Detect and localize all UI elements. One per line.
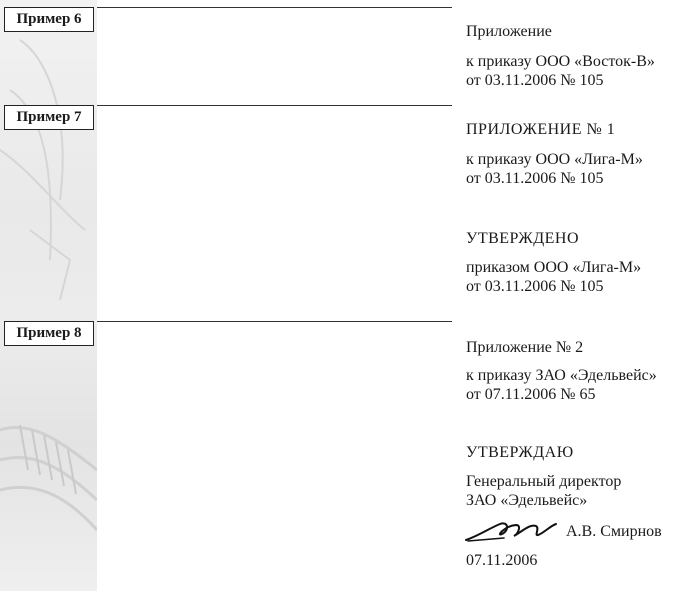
example-8-label: [4, 321, 94, 346]
example-6-label-text: Пример 6: [16, 11, 82, 27]
ex8-line-1: Приложение № 2: [466, 339, 584, 356]
ex7-line-4: УТВЕРЖДЕНО: [466, 230, 580, 247]
example-7-separator: [97, 105, 452, 106]
ex6-line-2: к приказу ООО «Восток-В»: [466, 53, 655, 70]
ex8-line-2: к приказу ЗАО «Эдельвейс»: [466, 367, 657, 384]
example-7-label-text: Пример 7: [16, 109, 82, 125]
example-7-label: [4, 105, 94, 130]
ex6-line-3: от 03.11.2006 № 105: [466, 72, 604, 89]
ex8-line-5: Генеральный директор: [466, 473, 622, 490]
ex8-line-4: УТВЕРЖДАЮ: [466, 444, 574, 461]
example-6-separator: [97, 7, 452, 8]
decorative-left-strip: [0, 0, 97, 591]
ex6-line-1: Приложение: [466, 23, 552, 40]
ex7-line-3: от 03.11.2006 № 105: [466, 170, 604, 187]
example-8-label-text: Пример 8: [16, 325, 82, 341]
ex7-line-2: к приказу ООО «Лига-М»: [466, 151, 643, 168]
decorative-background-art: [0, 0, 97, 591]
handwritten-signature-icon: [464, 516, 560, 544]
example-6-label: [4, 7, 94, 32]
ex8-date: 07.11.2006: [466, 552, 538, 569]
ex8-signer: А.В. Смирнов: [566, 523, 662, 540]
ex8-line-6: ЗАО «Эдельвейс»: [466, 492, 588, 509]
example-8-separator: [97, 321, 452, 322]
ex7-line-1: ПРИЛОЖЕНИЕ № 1: [466, 121, 616, 138]
ex8-line-3: от 07.11.2006 № 65: [466, 386, 596, 403]
ex7-line-6: от 03.11.2006 № 105: [466, 278, 604, 295]
ex7-line-5: приказом ООО «Лига-М»: [466, 259, 642, 276]
